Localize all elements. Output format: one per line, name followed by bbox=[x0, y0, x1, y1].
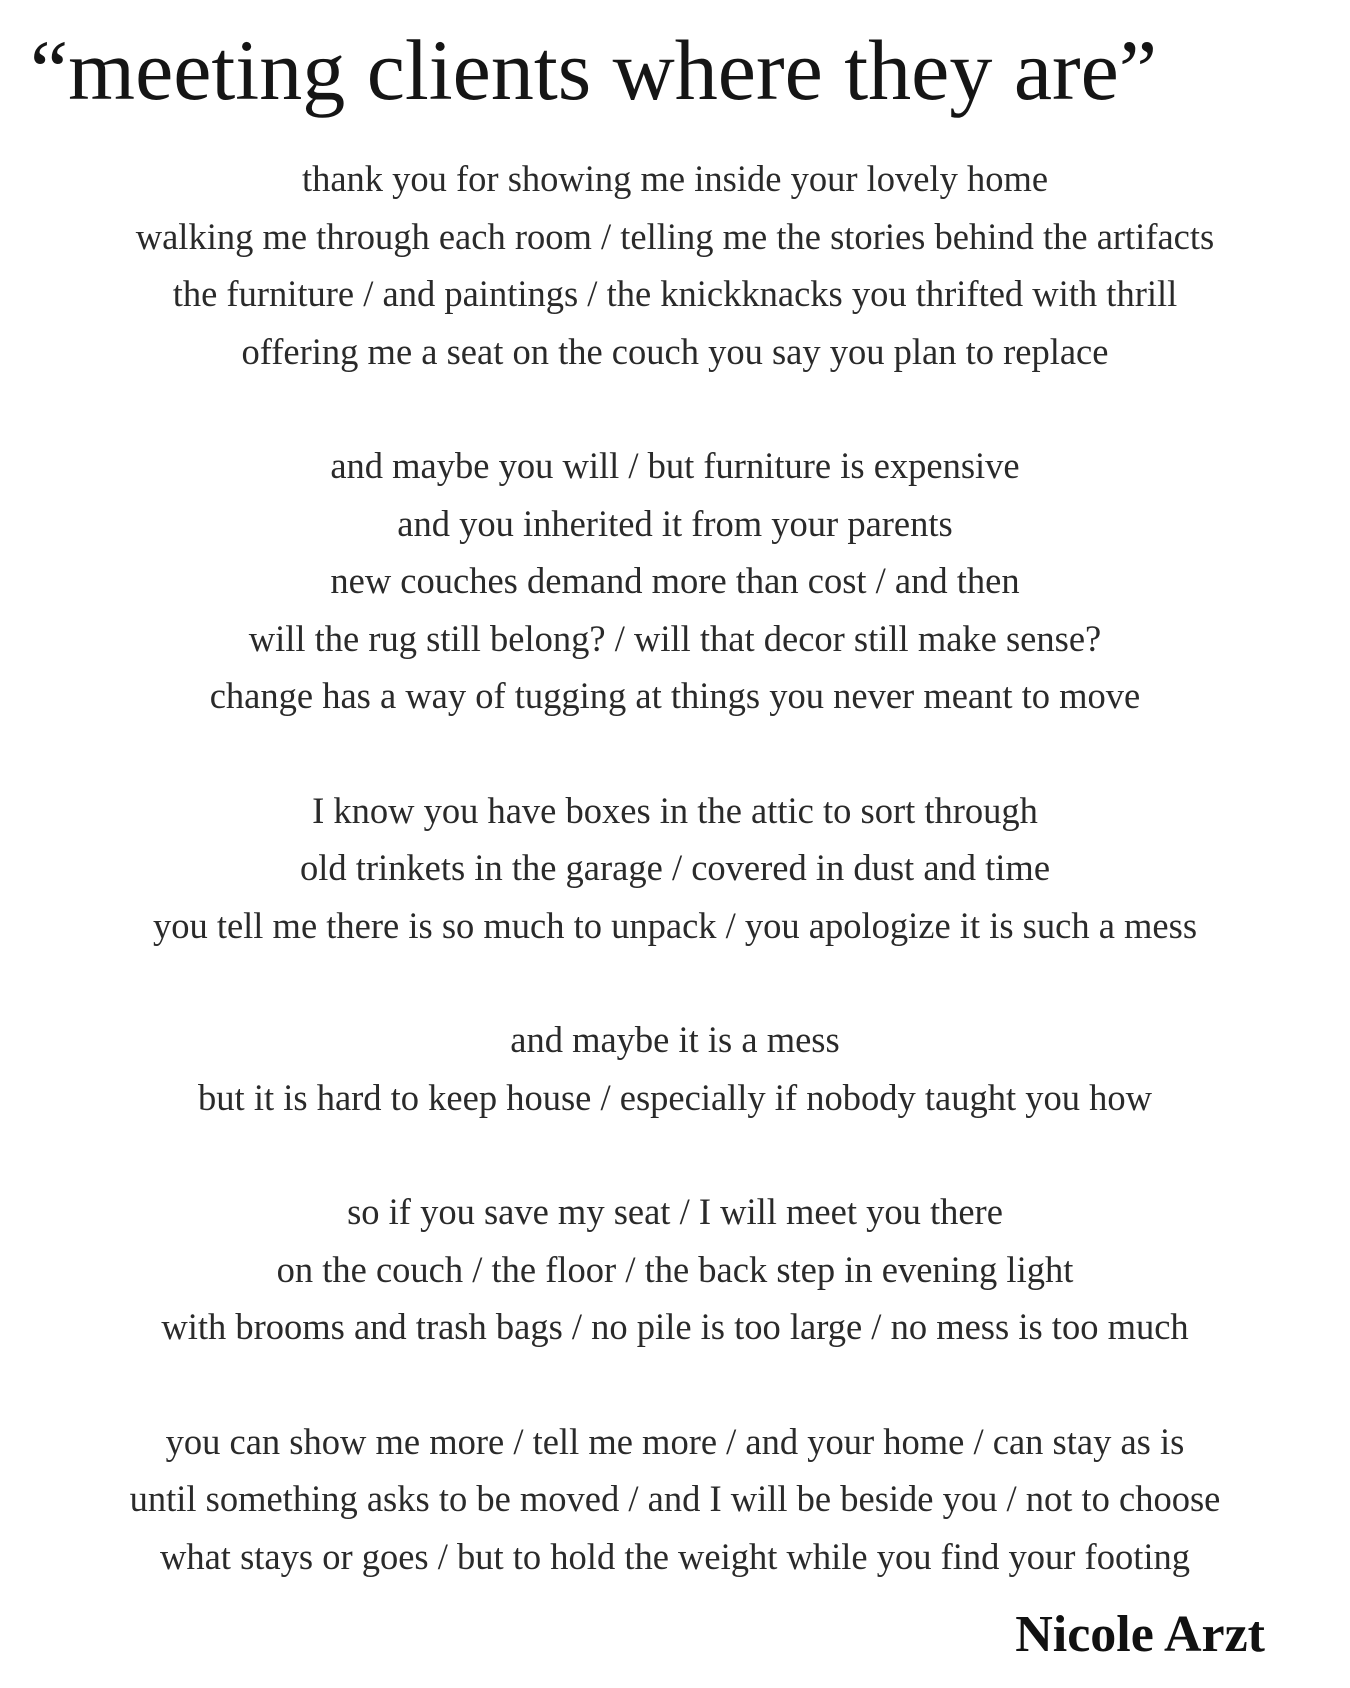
poem-line: walking me through each room / telling me the stories behind the artifacts bbox=[135, 215, 1215, 257]
stanza bbox=[0, 437, 1350, 725]
poem-line: change has a way of tugging at things you never meant to move bbox=[209, 675, 1141, 716]
poem-body bbox=[0, 150, 1350, 1642]
author-signature: Nicole Arzt bbox=[1015, 1606, 1265, 1663]
poem-line: new couches demand more than cost / and then bbox=[330, 560, 1020, 601]
poem-line: will the rug still belong? / will that decor still make sense? bbox=[248, 617, 1102, 659]
poem-line: and maybe you will / but furniture is expensive bbox=[330, 445, 1020, 486]
poem-line: on the couch / the floor / the back step in evening light bbox=[276, 1248, 1074, 1290]
poem-line: you tell me there is so much to unpack / you apologize it is such a mess bbox=[152, 904, 1198, 946]
poem-line: I know you have boxes in the attic to sort through bbox=[312, 789, 1038, 831]
poem-line: thank you for showing me inside your lovely home bbox=[301, 158, 1049, 199]
stanza bbox=[0, 782, 1350, 955]
poem-line: old trinkets in the garage / covered in dust and time bbox=[299, 847, 1051, 888]
stanza bbox=[0, 1011, 1350, 1126]
poem-line: until something asks to be moved / and I will be beside you / not to choose bbox=[129, 1478, 1221, 1519]
poem-line: what stays or goes / but to hold the weight while you find your footing bbox=[160, 1535, 1190, 1577]
poem-line: with brooms and trash bags / no pile is too large / no mess is too much bbox=[161, 1306, 1189, 1347]
poem-line: offering me a seat on the couch you say you plan to replace bbox=[241, 330, 1109, 372]
poem-line: the furniture / and paintings / the knickknacks you thrifted with thrill bbox=[172, 273, 1178, 314]
poem-line: you can show me more / tell me more / and your home / can stay as is bbox=[165, 1420, 1185, 1462]
stanza bbox=[0, 1183, 1350, 1356]
poem-line: but it is hard to keep house / especially if nobody taught you how bbox=[198, 1076, 1152, 1118]
poem-title: “meeting clients where they are” bbox=[30, 22, 1157, 118]
stanza bbox=[0, 1413, 1350, 1586]
poem-line: and maybe it is a mess bbox=[510, 1019, 840, 1060]
poem-line: and you inherited it from your parents bbox=[397, 502, 953, 544]
stanza bbox=[0, 150, 1350, 380]
poem-line: so if you save my seat / I will meet you there bbox=[347, 1191, 1003, 1232]
